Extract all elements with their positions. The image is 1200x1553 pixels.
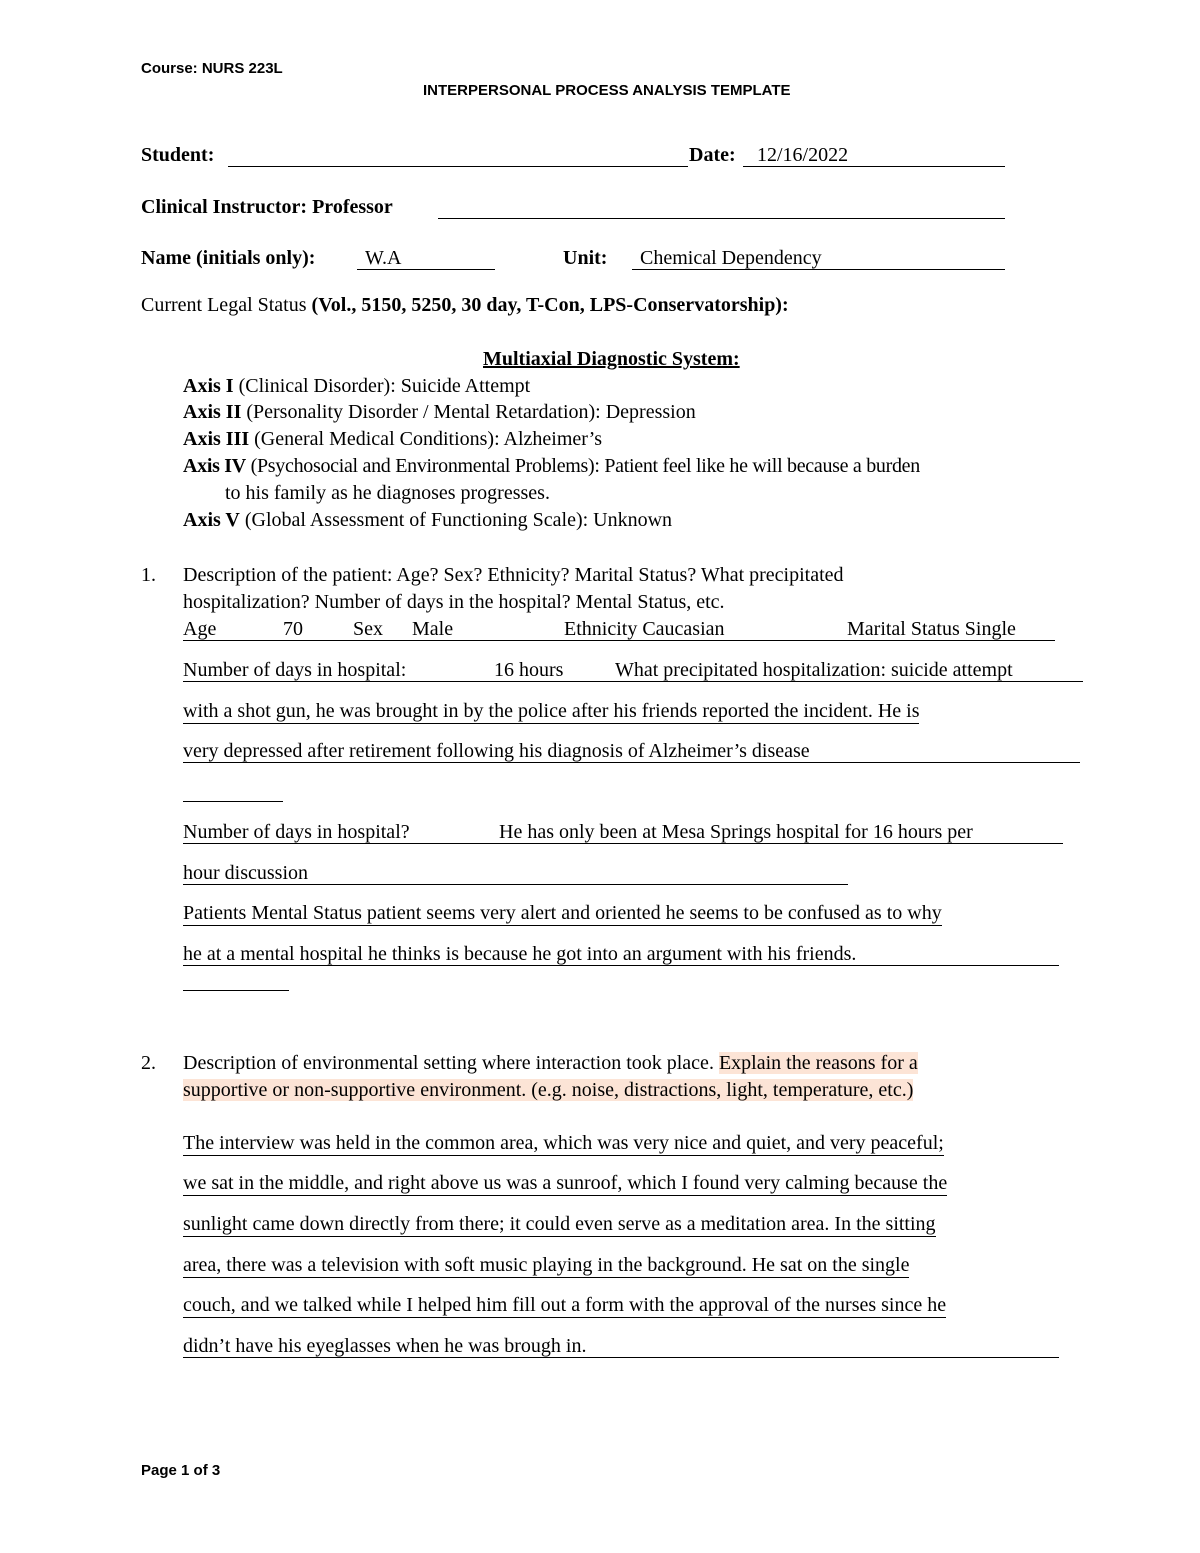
- answer-text: sunlight came down directly from there; it could even serve as a meditation area. In the sitting: [183, 1213, 936, 1235]
- answer-line: [183, 1172, 947, 1196]
- axis-text: (Clinical Disorder): Suicide Attempt: [238, 375, 531, 397]
- answer-line: he at a mental hospital he thinks is because he got into an argument with his friends.: [183, 943, 857, 965]
- answer-line: He has only been at Mesa Springs hospital for 16 hours per: [499, 821, 973, 843]
- question-1-prompt-line: hospitalization? Number of days in the hospital? Mental Status, etc.: [183, 591, 725, 613]
- answer-line: very depressed after retirement following his diagnosis of Alzheimer’s disease: [183, 740, 810, 762]
- blank-line: [183, 801, 283, 802]
- legal-status-label: Current Legal Status: [141, 294, 307, 316]
- question-1-number: 1.: [141, 564, 156, 586]
- course-label: Course: NURS 223L: [141, 60, 283, 77]
- question-2-number: 2.: [141, 1052, 156, 1074]
- axis-text: (Personality Disorder / Mental Retardation): Depression: [246, 401, 696, 423]
- date-value: 12/16/2022: [757, 144, 849, 166]
- axis-1-row: [183, 375, 530, 398]
- axis-2-row: [183, 401, 696, 424]
- student-label: Student:: [141, 144, 215, 166]
- prompt-highlight: supportive or non-supportive environment. (e.g. noise, distractions, light, temperature, etc.): [183, 1079, 914, 1101]
- answer-text: we sat in the middle, and right above us was a sunroof, which I found very calming because the: [183, 1172, 948, 1194]
- student-field-line: [228, 166, 688, 167]
- multiaxial-heading: Multiaxial Diagnostic System:: [483, 348, 740, 370]
- days-label: Number of days in hospital:: [183, 659, 407, 681]
- answer-text: area, there was a television with soft music playing in the background. He sat on the single: [183, 1254, 910, 1276]
- instructor-label: Clinical Instructor: Professor: [141, 196, 393, 218]
- legal-status-row: [141, 294, 789, 317]
- axis-label: Axis V: [183, 509, 240, 531]
- ethnicity-value: Ethnicity Caucasian: [564, 618, 725, 640]
- axis-text: (Global Assessment of Functioning Scale): Unknown: [244, 509, 673, 531]
- page-number: Page 1 of 3: [141, 1462, 221, 1479]
- date-label: Date:: [689, 144, 736, 166]
- sex-value: Male: [412, 618, 454, 640]
- answer-line: [183, 902, 942, 926]
- unit-label: Unit:: [563, 247, 608, 269]
- unit-value: Chemical Dependency: [640, 247, 822, 269]
- answer-line: didn’t have his eyeglasses when he was brough in.: [183, 1335, 587, 1357]
- answer-line: hour discussion: [183, 862, 308, 884]
- age-value: 70: [283, 618, 303, 640]
- name-label: Name (initials only):: [141, 247, 316, 269]
- instructor-field-line: [438, 218, 1005, 219]
- answer-line: [183, 1294, 946, 1318]
- axis-3-row: [183, 428, 602, 451]
- question-2-prompt-line: [183, 1052, 918, 1075]
- axis-4-continuation: to his family as he diagnoses progresses.: [225, 482, 550, 504]
- question-2-prompt-line: [183, 1079, 913, 1102]
- name-value: W.A: [365, 247, 402, 269]
- answer-line: [183, 700, 919, 724]
- age-label: Age: [183, 618, 217, 640]
- answer-text: couch, and we talked while I helped him fill out a form with the approval of the nurses since he: [183, 1294, 947, 1316]
- axis-5-row: [183, 509, 672, 532]
- answer-text: with a shot gun, he was brought in by the police after his friends reported the incident. He is: [183, 700, 920, 722]
- prompt-highlight: Explain the reasons for a: [718, 1052, 918, 1074]
- legal-status-options: (Vol., 5150, 5250, 30 day, T-Con, LPS-Conservatorship):: [311, 294, 789, 316]
- axis-label: Axis II: [183, 401, 242, 423]
- answer-line: [183, 1254, 909, 1278]
- axis-4-row: [183, 455, 920, 478]
- answer-text: The interview was held in the common area, which was very nice and quiet, and very peaceful;: [183, 1132, 944, 1154]
- answer-line: [183, 1132, 944, 1156]
- prompt-plain: Description of environmental setting where interaction took place.: [183, 1052, 714, 1074]
- document-title: INTERPERSONAL PROCESS ANALYSIS TEMPLATE: [423, 82, 791, 99]
- axis-text: (Psychosocial and Environmental Problems): Patient feel like he will because a burden: [250, 455, 920, 477]
- answer-line: [183, 1213, 936, 1237]
- axis-text: (General Medical Conditions): Alzheimer’s: [254, 428, 603, 450]
- marital-status-value: Marital Status Single: [847, 618, 1016, 640]
- blank-line: [183, 990, 289, 991]
- axis-label: Axis I: [183, 375, 234, 397]
- sex-label: Sex: [353, 618, 383, 640]
- question-1-prompt-line: Description of the patient: Age? Sex? Ethnicity? Marital Status? What precipitated: [183, 564, 844, 586]
- days2-label: Number of days in hospital?: [183, 821, 410, 843]
- answer-line: What precipitated hospitalization: suicide attempt: [615, 659, 1013, 681]
- days-value: 16 hours: [494, 659, 564, 681]
- answer-text: Patients Mental Status patient seems very alert and oriented he seems to be confused as to why: [183, 902, 942, 924]
- axis-label: Axis IV: [183, 455, 246, 477]
- axis-label: Axis III: [183, 428, 250, 450]
